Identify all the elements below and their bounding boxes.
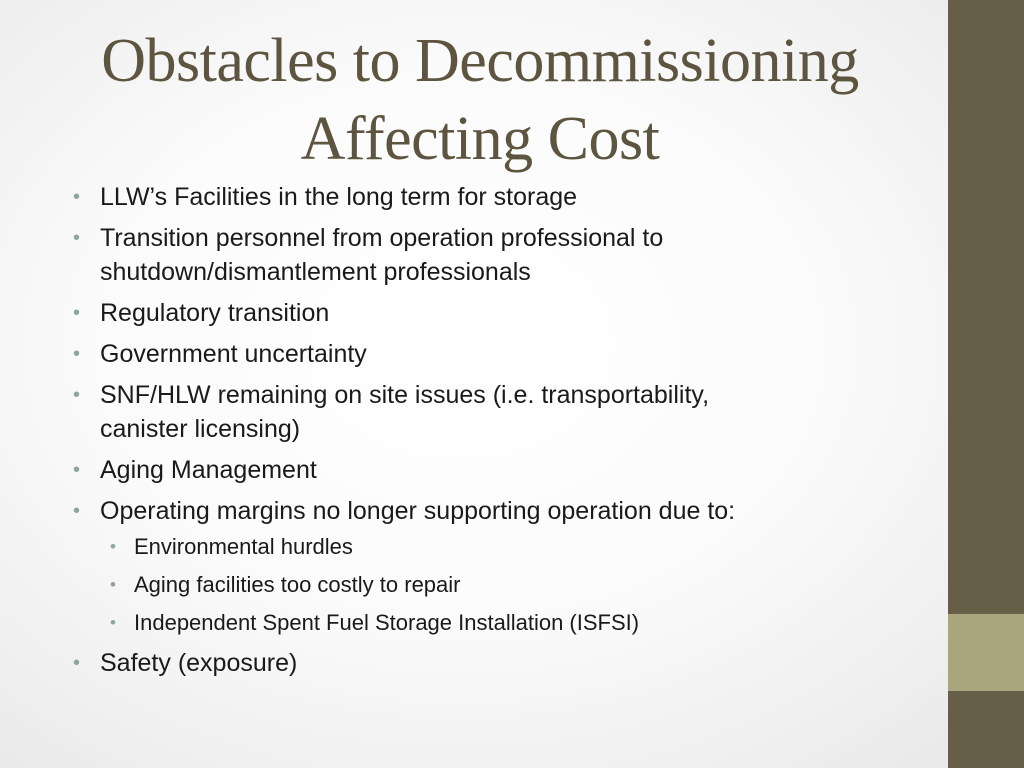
bullet-item — [70, 494, 930, 638]
sub-bullet-list — [100, 532, 930, 638]
bullet-icon: • — [73, 343, 81, 365]
bullet-item — [70, 646, 930, 680]
sub-bullet-icon: • — [110, 537, 116, 556]
bullet-item — [70, 180, 930, 214]
title-line-1: Obstacles to Decommissioning — [101, 27, 859, 95]
bullet-icon: • — [73, 186, 81, 208]
bullet-text: Regulatory transition — [100, 299, 330, 327]
bullet-icon: • — [73, 652, 81, 674]
sub-bullet-item — [100, 532, 930, 562]
bullet-text: SNF/HLW remaining on site issues (i.e. transportability, — [100, 381, 710, 409]
bullet-item — [70, 296, 930, 330]
sub-bullet-text: Aging facilities too costly to repair — [134, 572, 461, 597]
bullet-item — [70, 453, 930, 487]
side-accent-block — [948, 614, 1024, 691]
sub-bullet-icon: • — [110, 575, 116, 594]
bullet-text-continued: canister licensing) — [100, 415, 301, 443]
bullet-list — [70, 180, 930, 687]
bullet-text: Operating margins no longer supporting operation due to: — [100, 497, 736, 525]
bullet-text: Government uncertainty — [100, 340, 367, 368]
bullet-text: Transition personnel from operation professional to — [100, 224, 664, 252]
bullet-text: Aging Management — [100, 456, 317, 484]
bullet-item — [70, 378, 930, 446]
bullet-icon: • — [73, 384, 81, 406]
sub-bullet-item — [100, 608, 930, 638]
title-line-2: Affecting Cost — [300, 105, 660, 173]
bullet-item — [70, 221, 930, 289]
bullet-icon: • — [73, 500, 81, 522]
sub-bullet-text: Independent Spent Fuel Storage Installation (ISFSI) — [134, 610, 640, 635]
bullet-item — [70, 337, 930, 371]
bullet-text: LLW’s Facilities in the long term for storage — [100, 183, 578, 211]
slide-title — [40, 22, 920, 178]
sub-bullet-icon: • — [110, 613, 116, 632]
sub-bullet-item — [100, 570, 930, 600]
bullet-icon: • — [73, 459, 81, 481]
bullet-text-continued: shutdown/dismantlement professionals — [100, 258, 531, 286]
bullet-icon: • — [73, 227, 81, 249]
sub-bullet-text: Environmental hurdles — [134, 534, 353, 559]
bullet-text: Safety (exposure) — [100, 649, 298, 677]
bullet-icon: • — [73, 302, 81, 324]
